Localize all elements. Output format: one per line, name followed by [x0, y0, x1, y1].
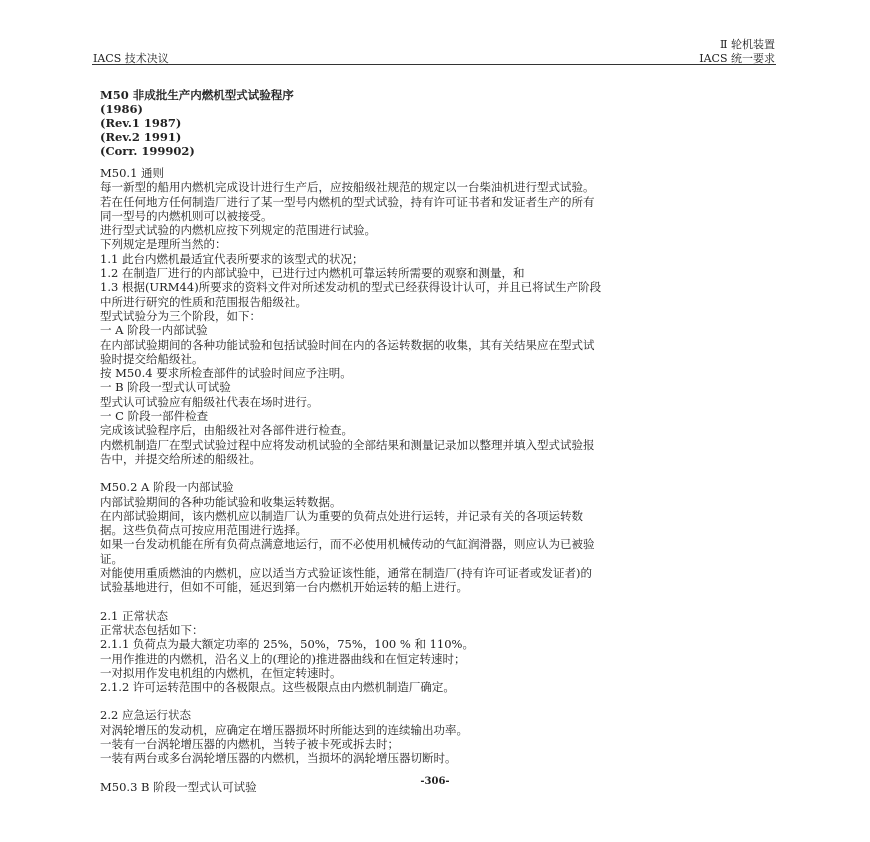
paragraph-line: 证。 [100, 551, 123, 566]
paragraph-line: 内燃机制造厂在型式试验过程中应将发动机试验的全部结果和测量记录加以整理并填入型式试验报 [100, 437, 595, 452]
title-line: (Rev.1 1987) [100, 116, 182, 130]
list-item: 一装有两台或多台涡轮增压器的内燃机，当损坏的涡轮增压器切断时。 [100, 751, 457, 766]
paragraph-line: 对涡轮增压的发动机，应确定在增压器损坏时所能达到的连续输出功率。 [100, 722, 468, 737]
paragraph-line: 正常状态包括如下： [100, 622, 204, 637]
paragraph-line: 验时提交给船级社。 [100, 351, 204, 366]
header-right-title: IACS 统一要求 [699, 52, 775, 65]
paragraph-line: 若在任何地方任何制造厂进行了某一型号内燃机的型式试验，持有许可证书者和发证者生产的所有 [100, 194, 595, 209]
paragraph-line: 对能使用重质燃油的内燃机，应以适当方式验证该性能，通常在制造厂(持有许可证者或发证者)的 [100, 566, 592, 581]
section-heading: M50.1 通则 [100, 166, 165, 180]
paragraph-line: 下列规定是理所当然的： [100, 237, 227, 252]
list-item: 一装有一台涡轮增压器的内燃机，当转子被卡死或拆去时； [100, 736, 399, 751]
title-line: M50 非成批生产内燃机型式试验程序 [100, 88, 294, 102]
title-line: (Rev.2 1991) [100, 130, 182, 144]
paragraph-line: 型式认可试验应有船级社代表在场时进行。 [100, 394, 319, 409]
paragraph-line: 在内部试验期间的各种功能试验和包括试验时间在内的各运转数据的收集，其有关结果应在型式试 [100, 337, 595, 352]
document-title [100, 88, 780, 158]
subsection-heading: 一 C 阶段一部件检查 [100, 409, 209, 424]
list-item: 2.1.1 负荷点为最大额定功率的 25%，50%，75%，100 % 和 110%。 [100, 637, 474, 652]
spacer [100, 466, 780, 480]
paragraph-line: 每一新型的船用内燃机完成设计进行生产后，应按船级社规范的规定以一台柴油机进行型式试验。 [100, 180, 595, 195]
paragraph-line: 完成该试验程序后，由船级社对各部件进行检查。 [100, 423, 353, 438]
list-item: 一对拟用作发电机组的内燃机，在恒定转速时。 [100, 665, 342, 680]
spacer [100, 694, 780, 708]
paragraph-line: 如果一台发动机能在所有负荷点满意地运行，而不必使用机械传动的气缸润滑器，则应认为已被验 [100, 537, 595, 552]
paragraph-line: 进行型式试验的内燃机应按下列规定的范围进行试验。 [100, 223, 376, 238]
section-heading: M50.2 A 阶段一内部试验 [100, 480, 234, 495]
paragraph-line: 同一型号的内燃机则可以被接受。 [100, 208, 273, 223]
paragraph-line: 告中，并提交给所述的船级社。 [100, 451, 261, 466]
list-item: 1.2 在制造厂进行的内部试验中，已进行过内燃机可靠运转所需要的观察和测量，和 [100, 266, 525, 281]
list-item: 1.3 根据(URM44)所要求的资料文件对所述发动机的型式已经获得设计认可，并且已将试生产阶段 [100, 280, 602, 295]
subsection-heading: 2.1 正常状态 [100, 608, 168, 623]
title-line: (Corr. 199902) [100, 144, 195, 158]
subsection-heading: 一 B 阶段一型式认可试验 [100, 380, 231, 395]
list-item: 1.1 此台内燃机最适宜代表所要求的该型式的状况； [100, 251, 364, 266]
paragraph-line: 在内部试验期间，该内燃机应以制造厂认为重要的负荷点处进行运转，并记录有关的各项运转数 [100, 508, 583, 523]
subsection-heading: 一 A 阶段一内部试验 [100, 323, 208, 338]
header-rule [92, 64, 776, 65]
paragraph-line: 试验基地进行，但如不可能，延迟到第一台内燃机开始运转的船上进行。 [100, 580, 468, 595]
header-chapter: Ⅱ 轮机装置 [720, 38, 775, 51]
document-body [100, 88, 780, 794]
section-heading: M50.3 B 阶段一型式认可试验 [100, 779, 257, 794]
paragraph-line: 按 M50.4 要求所检查部件的试验时间应予注明。 [100, 366, 352, 381]
list-item: 一用作推进的内燃机，沿名义上的(理论的)推进器曲线和在恒定转速时； [100, 651, 466, 666]
paragraph-line: 据。这些负荷点可按应用范围进行选择。 [100, 523, 307, 538]
subsection-heading: 2.2 应急运行状态 [100, 708, 191, 723]
list-item: 2.1.2 许可运转范围中的各极限点。这些极限点由内燃机制造厂确定。 [100, 680, 455, 695]
title-line: (1986) [100, 102, 143, 116]
paragraph-line: 内部试验期间的各种功能试验和收集运转数据。 [100, 494, 342, 509]
list-item: 中所进行研究的性质和范围报告船级社。 [100, 294, 307, 309]
spacer [100, 595, 780, 609]
header-left-title: IACS 技术决议 [93, 52, 169, 65]
paragraph-line: 型式试验分为三个阶段，如下： [100, 308, 261, 323]
page-number: -306- [420, 776, 450, 787]
